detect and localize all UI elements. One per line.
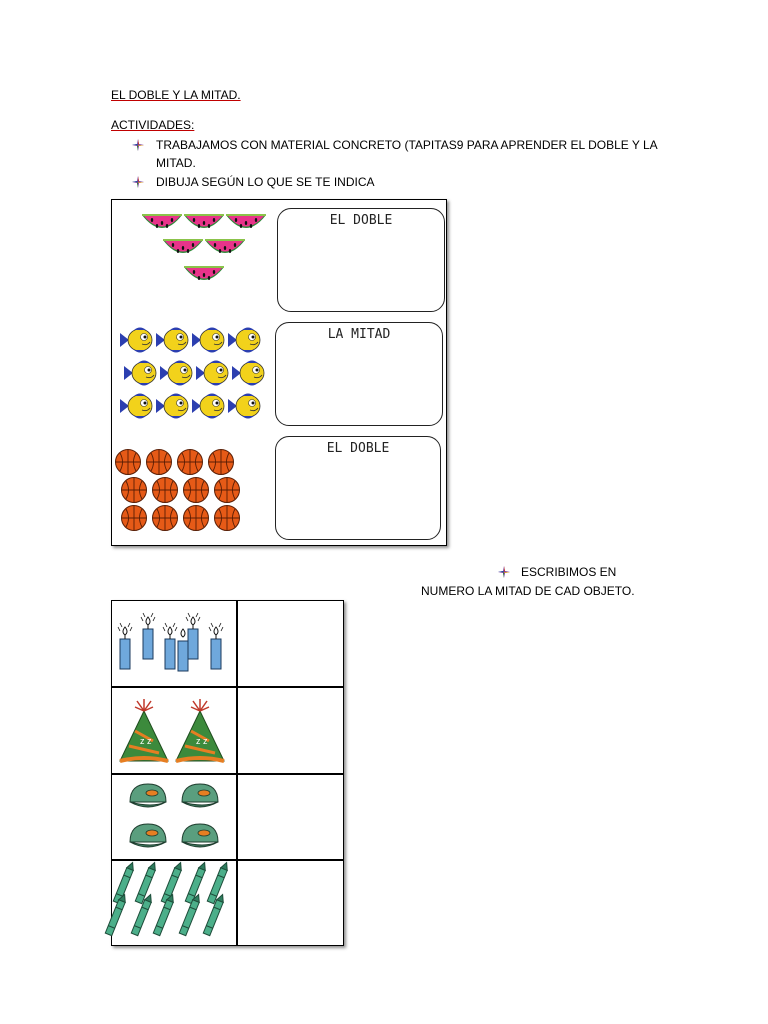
fish-icon xyxy=(156,328,188,353)
candle-icon xyxy=(178,629,188,671)
fish-icon xyxy=(156,394,188,419)
candle-icon xyxy=(163,623,177,669)
fish-icon xyxy=(124,361,156,386)
answer-box-half[interactable] xyxy=(275,322,443,426)
box-label: EL DOBLE xyxy=(326,441,390,456)
worksheet-panel xyxy=(111,199,447,546)
page-title: EL DOBLE Y LA MITAD. xyxy=(111,88,241,102)
answer-cell-crayons[interactable] xyxy=(238,861,343,945)
bullet-icon xyxy=(498,566,510,578)
watermelon-icon xyxy=(226,215,266,228)
cap-icon xyxy=(182,784,218,807)
fish-icon xyxy=(232,361,264,386)
basketball-icon xyxy=(215,506,240,531)
party-hat-icon xyxy=(120,699,168,761)
fish-icon xyxy=(160,361,192,386)
answer-cell-hats[interactable] xyxy=(238,688,343,773)
fish-icon xyxy=(196,361,228,386)
basketball-icon xyxy=(215,478,240,503)
basketball-icon xyxy=(184,478,209,503)
crayon-icon xyxy=(207,861,230,903)
bullet-text-1: TRABAJAMOS CON MATERIAL CONCRETO (TAPITAS9 PARA APRENDER EL DOBLE Y LA xyxy=(156,138,658,152)
write-instruction-1: ESCRIBIMOS EN xyxy=(521,565,617,579)
basketball-icon xyxy=(147,450,172,475)
fish-icon xyxy=(120,328,152,353)
candle-icon xyxy=(118,623,132,669)
basketball-icon xyxy=(153,506,178,531)
fish-icon xyxy=(192,394,224,419)
bullet-icon xyxy=(132,176,144,188)
answer-box-double-1[interactable] xyxy=(277,208,445,312)
basketball-icon xyxy=(122,478,147,503)
basketball-icon xyxy=(184,506,209,531)
answer-box-double-2[interactable] xyxy=(275,436,441,540)
half-table xyxy=(111,600,344,946)
bullet-text-1-cont: MITAD. xyxy=(156,156,196,170)
watermelon-icon xyxy=(184,215,224,228)
write-instruction-2: NUMERO LA MITAD DE CAD OBJETO. xyxy=(421,584,635,598)
crayon-icon xyxy=(135,861,158,903)
watermelon-icon xyxy=(163,240,203,253)
watermelon-icon xyxy=(142,215,182,228)
cap-icon xyxy=(130,824,166,847)
basketball-icon xyxy=(116,450,141,475)
svg-text:z z: z z xyxy=(140,736,152,746)
box-label: EL DOBLE xyxy=(329,213,393,228)
fish-icon xyxy=(228,328,260,353)
table-illustrations xyxy=(112,601,236,945)
watermelon-icon xyxy=(205,240,245,253)
basketball-icon xyxy=(178,450,203,475)
cap-icon xyxy=(130,784,166,807)
cap-icon xyxy=(182,824,218,847)
bullet-icon xyxy=(132,139,144,151)
box-label: LA MITAD xyxy=(327,327,391,342)
candle-icon xyxy=(209,623,223,669)
fish-icon xyxy=(120,394,152,419)
fish-icon xyxy=(228,394,260,419)
basketball-icon xyxy=(209,450,234,475)
svg-text:z z: z z xyxy=(196,736,208,746)
basketball-icon xyxy=(153,478,178,503)
candle-icon xyxy=(141,613,155,659)
bullet-text-2: DIBUJA SEGÚN LO QUE SE TE INDICA xyxy=(156,175,375,189)
activities-heading: ACTIVIDADES: xyxy=(111,118,195,132)
watermelon-icon xyxy=(184,267,224,280)
basketball-icon xyxy=(122,506,147,531)
answer-cell-caps[interactable] xyxy=(238,775,343,859)
fish-icon xyxy=(192,328,224,353)
party-hat-icon xyxy=(176,699,224,761)
answer-cell-candles[interactable] xyxy=(238,601,343,686)
